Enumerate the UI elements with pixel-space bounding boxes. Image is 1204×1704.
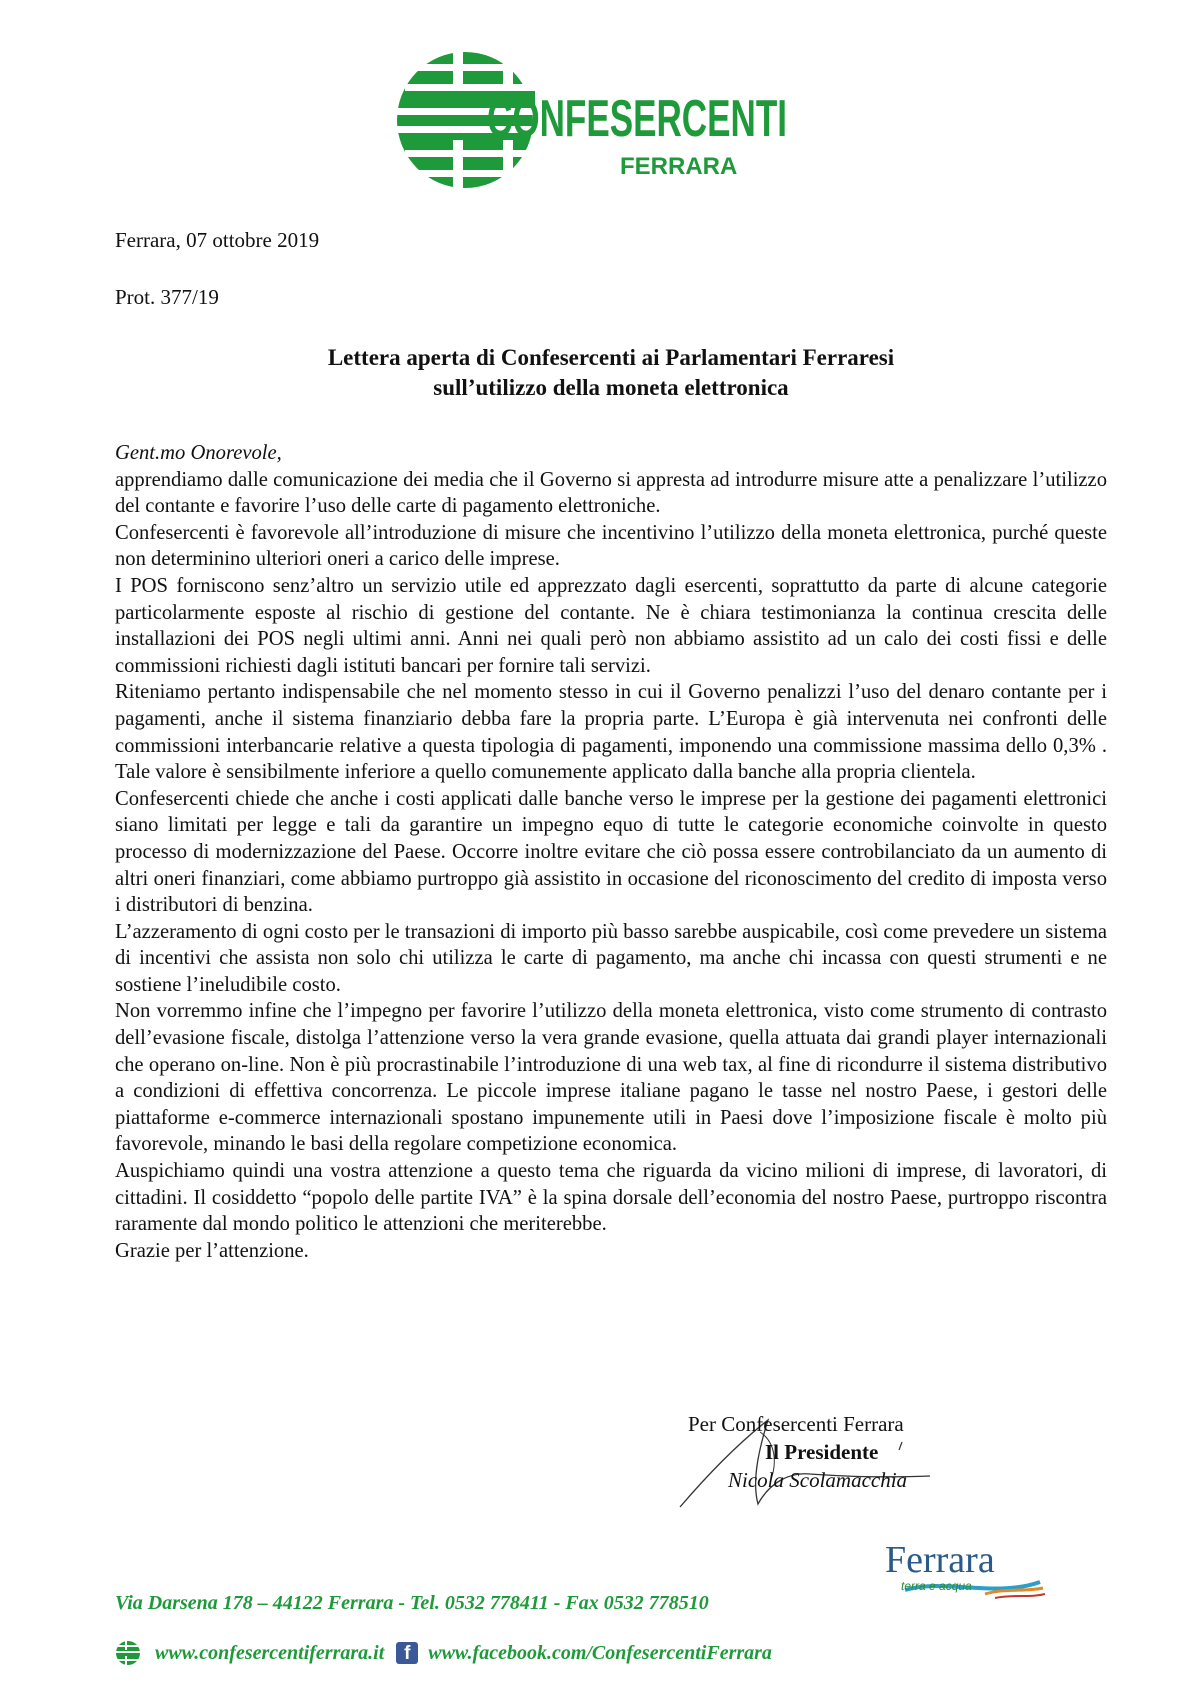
footer-links: [115, 1640, 772, 1666]
logo-text: CONFESERCENTI: [487, 90, 787, 148]
ferrara-logo-tagline: terra e acqua: [901, 1579, 972, 1593]
footer-address: Via Darsena 178 – 44122 Ferrara - Tel. 0532 778411 - Fax 0532 778510: [115, 1592, 709, 1614]
facebook-link[interactable]: www.facebook.com/ConfesercentiFerrara: [428, 1641, 772, 1664]
paragraph: L’azzeramento di ogni costo per le transazioni di importo più basso sarebbe auspicabile, così come prevedere un sistema di incentivi che assista non solo chi utilizza le carte di pagamento, ma anche chi incassa con questi strumenti e ne sostiene l’ineludibile costo.: [115, 920, 1107, 996]
title-line-1: Lettera aperta di Confesercenti ai Parlamentari Ferraresi: [327, 345, 895, 370]
signature-role: Il Presidente: [765, 1440, 879, 1464]
confesercenti-logo: [395, 48, 795, 193]
paragraph: Riteniamo pertanto indispensabile che nel momento stesso in cui il Governo penalizzi l’uso del denaro contante per i pagamenti, anche il sistema finanziario debba fare la propria parte. L’Europa è già intervenuta nei confronti delle commissioni interbancarie relative a questa tipologia di pagamenti, imponendo una commissione massima dello 0,3% . Tale valore è sensibilmente inferiore a quello comunemente applicato dalla banche alla propria clientela.: [115, 681, 1107, 784]
confesercenti-small-icon: [115, 1640, 147, 1666]
paragraph: Grazie per l’attenzione.: [115, 1239, 309, 1262]
protocol-number: Prot. 377/19: [115, 285, 219, 309]
letter-title: [115, 343, 1107, 403]
signature-name: Nicola Scolamacchia: [728, 1468, 908, 1492]
paragraph: apprendiamo dalle comunicazione dei media che il Governo si appresta ad introdurre misure atte a penalizzare l’utilizzo del contante e favorire l’uso delle carte di pagamento elettroniche.: [115, 468, 1107, 518]
facebook-icon: f: [396, 1642, 418, 1664]
letter-body: [115, 440, 1107, 1264]
paragraph: Confesercenti chiede che anche i costi applicati dalle banche verso le imprese per la gestione dei pagamenti elettronici siano limitati per legge e tali da garantire un impegno equo di tutte le categorie economiche coinvolte in questo processo di modernizzazione del Paese. Occorre inoltre evitare che ciò possa essere controbilanciato da un aumento di altri oneri finanziari, come abbiamo purtroppo già assistito in occasione del riconoscimento del credito di imposta verso i distributori di benzina.: [115, 787, 1107, 917]
salutation: Gent.mo Onorevole,: [115, 442, 282, 464]
title-line-2: sull’utilizzo della moneta elettronica: [433, 375, 789, 400]
paragraph: Non vorremmo infine che l’impegno per favorire l’utilizzo della moneta elettronica, visto come strumento di contrasto dell’evasione fiscale, distolga l’attenzione verso la vera grande evasione, quella attuata dai grandi player internazionali che operano on-line. Non è più procrastinabile l’introduzione di una web tax, al fine di ricondurre il sistema distributivo a condizioni di effettiva concorrenza. Le piccole imprese italiane pagano le tasse nel nostro Paese, i gestori delle piattaforme e-commerce internazionali spostano impunemente utili in Paesi dove l’imposizione fiscale è molto più favorevole, minando le basi della regolare competizione economica.: [115, 1000, 1107, 1156]
logo-subtitle: FERRARA: [620, 153, 738, 180]
ferrara-logo-title: Ferrara: [885, 1539, 995, 1581]
paragraph: Auspichiamo quindi una vostra attenzione a questo tema che riguarda da vicino milioni di imprese, di lavoratori, di cittadini. Il cosiddetto “popolo delle partite IVA” è la spina dorsale dell’economia del nostro Paese, purtroppo riscontra raramente dal mondo politico le attenzioni che meriterebbe.: [115, 1160, 1107, 1236]
ferrara-terra-e-acqua-logo: [865, 1538, 1065, 1608]
signature-organization: Per Confesercenti Ferrara: [688, 1412, 904, 1436]
website-link[interactable]: www.confesercentiferrara.it: [155, 1641, 385, 1664]
paragraph: I POS forniscono senz’altro un servizio utile ed apprezzato dagli esercenti, soprattutto da parte di alcune categorie particolarmente esposte al rischio di gestione del contante. Ne è chiara testimonianza la continua crescita delle installazioni dei POS negli ultimi anni. Anni nei quali però non abbiamo assistito ad un calo dei costi fissi e delle commissioni richiesti dagli istituti bancari per fornire tali servizi.: [115, 574, 1107, 677]
letter-date: Ferrara, 07 ottobre 2019: [115, 228, 320, 252]
paragraph: Confesercenti è favorevole all’introduzione di misure che incentivino l’utilizzo della moneta elettronica, purché queste non determinino ulteriori oneri a carico delle imprese.: [115, 521, 1107, 571]
